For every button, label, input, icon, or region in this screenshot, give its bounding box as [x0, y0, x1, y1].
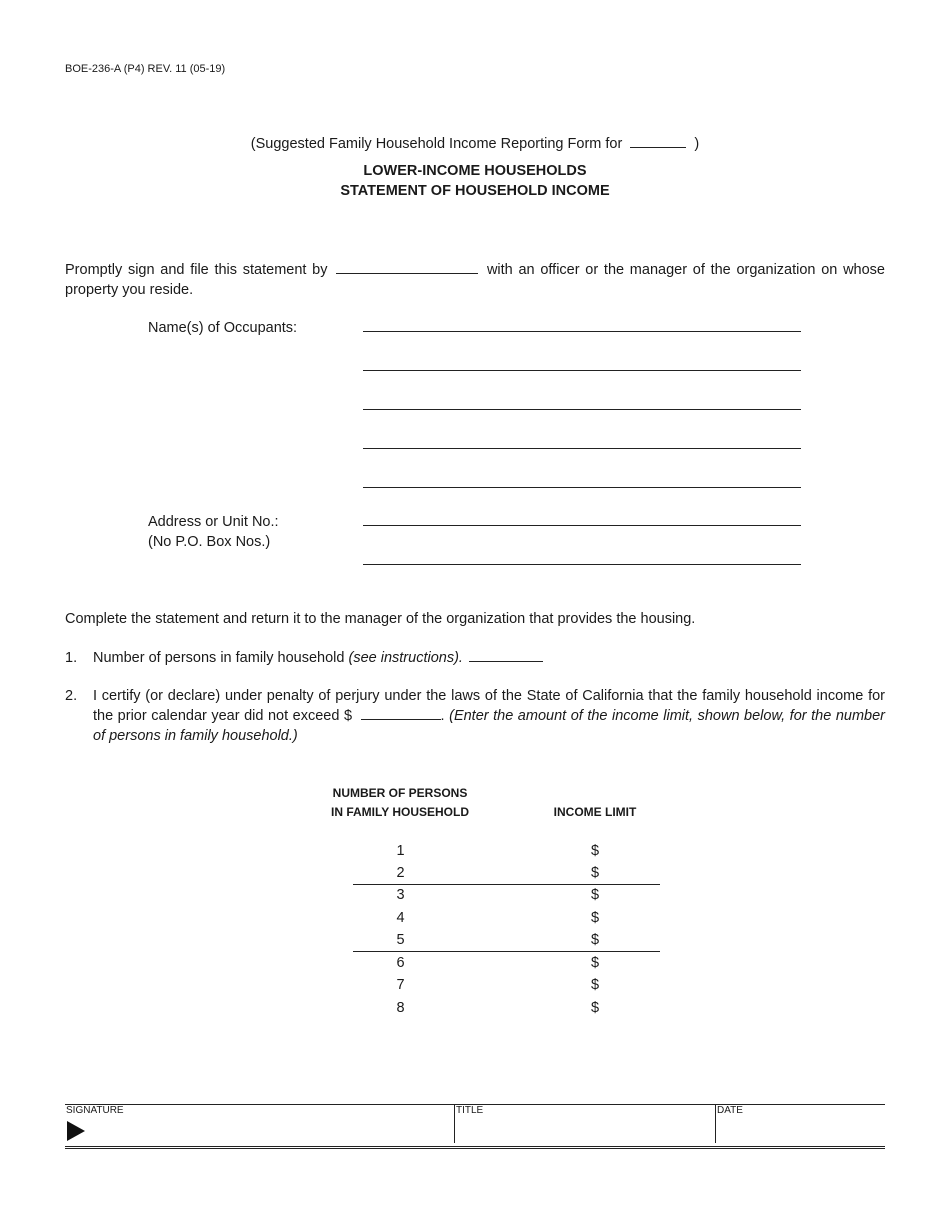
- filing-date-blank[interactable]: [336, 261, 478, 274]
- table-row: [353, 952, 660, 974]
- persons-cell: 3: [396, 887, 405, 903]
- filing-instructions-after: with an officer or the manager of the organization on whose property you reside.: [65, 262, 885, 298]
- table-row: [353, 884, 660, 906]
- item-1-text-wrap: [93, 648, 543, 668]
- table-row: [353, 974, 660, 996]
- persons-cell: 4: [396, 910, 405, 926]
- table-row: [353, 840, 660, 862]
- address-line[interactable]: [363, 525, 801, 526]
- persons-count-blank[interactable]: [469, 649, 543, 662]
- income-limit-table: [353, 840, 660, 1020]
- date-field[interactable]: [715, 1105, 886, 1143]
- occupant-name-line[interactable]: [363, 409, 801, 410]
- table-row: [353, 929, 660, 951]
- persons-cell: 8: [396, 1000, 405, 1016]
- signature-field[interactable]: [65, 1105, 455, 1143]
- item-1-note: (see instructions).: [348, 650, 463, 666]
- occupant-name-line[interactable]: [363, 487, 801, 488]
- income-limit-cell[interactable]: $: [590, 1000, 600, 1016]
- occupant-name-line[interactable]: [363, 331, 801, 332]
- complete-statement: Complete the statement and return it to the manager of the organization that provides the housing.: [65, 611, 696, 627]
- suggested-form-line: [0, 135, 950, 152]
- occupants-label: Name(s) of Occupants:: [148, 320, 298, 336]
- item-2-text-a: I certify (or declare) under penalty of perjury under the laws of the State of California that the family household income for the prior calendar year did not exceed $: [93, 688, 885, 724]
- address-line[interactable]: [363, 564, 801, 565]
- item-1-text: Number of persons in family household: [93, 650, 345, 666]
- title-label: TITLE: [456, 1105, 484, 1116]
- form-title-line2: STATEMENT OF HOUSEHOLD INCOME: [340, 183, 610, 199]
- income-limit-cell[interactable]: $: [590, 843, 600, 859]
- income-limit-cell[interactable]: $: [590, 865, 600, 881]
- income-limit-cell[interactable]: $: [590, 977, 600, 993]
- form-title-line1: LOWER-INCOME HOUSEHOLDS: [363, 163, 587, 179]
- item-2-text-b: .: [440, 708, 445, 724]
- persons-cell: 2: [396, 865, 405, 881]
- income-amount-blank[interactable]: [361, 707, 441, 720]
- table-row: [353, 907, 660, 929]
- persons-cell: 6: [396, 955, 405, 971]
- occupant-name-line[interactable]: [363, 370, 801, 371]
- suggested-suffix: ): [694, 136, 700, 152]
- table-row: [353, 862, 660, 884]
- filing-instructions: [65, 260, 885, 300]
- item-1-number: 1.: [65, 650, 78, 666]
- item-2-note: (Enter the amount of the income limit, shown below, for the number of persons in family household.): [93, 708, 885, 744]
- income-limit-cell[interactable]: $: [590, 910, 600, 926]
- income-limit-column-header: INCOME LIMIT: [553, 805, 637, 819]
- address-label-line2: (No P.O. Box Nos.): [148, 534, 271, 550]
- income-limit-cell[interactable]: $: [590, 887, 600, 903]
- address-label: [148, 512, 279, 552]
- tax-year-blank[interactable]: [630, 135, 686, 148]
- persons-header-line2: IN FAMILY HOUSEHOLD: [330, 805, 470, 819]
- income-limit-cell[interactable]: $: [590, 955, 600, 971]
- item-2: [65, 686, 885, 746]
- signature-label: SIGNATURE: [66, 1105, 124, 1116]
- form-id: BOE-236-A (P4) REV. 11 (05-19): [65, 63, 226, 75]
- persons-cell: 7: [396, 977, 405, 993]
- income-limit-cell[interactable]: $: [590, 932, 600, 948]
- persons-cell: 5: [396, 932, 405, 948]
- sign-here-arrow-icon: [67, 1121, 85, 1141]
- date-label: DATE: [717, 1105, 743, 1116]
- table-row: [353, 997, 660, 1019]
- title-field[interactable]: [454, 1105, 716, 1143]
- persons-cell: 1: [396, 843, 405, 859]
- filing-instructions-before: Promptly sign and file this statement by: [65, 262, 328, 278]
- occupant-name-line[interactable]: [363, 448, 801, 449]
- item-2-number: 2.: [65, 688, 78, 704]
- address-label-line1: Address or Unit No.:: [148, 514, 279, 530]
- suggested-prefix: (Suggested Family Household Income Reporting Form for: [250, 136, 623, 152]
- item-1: [65, 648, 885, 668]
- persons-header-line1: NUMBER OF PERSONS: [332, 786, 468, 800]
- persons-column-header: [320, 784, 480, 822]
- signature-block: [65, 1104, 885, 1149]
- item-2-text-wrap: [93, 686, 885, 746]
